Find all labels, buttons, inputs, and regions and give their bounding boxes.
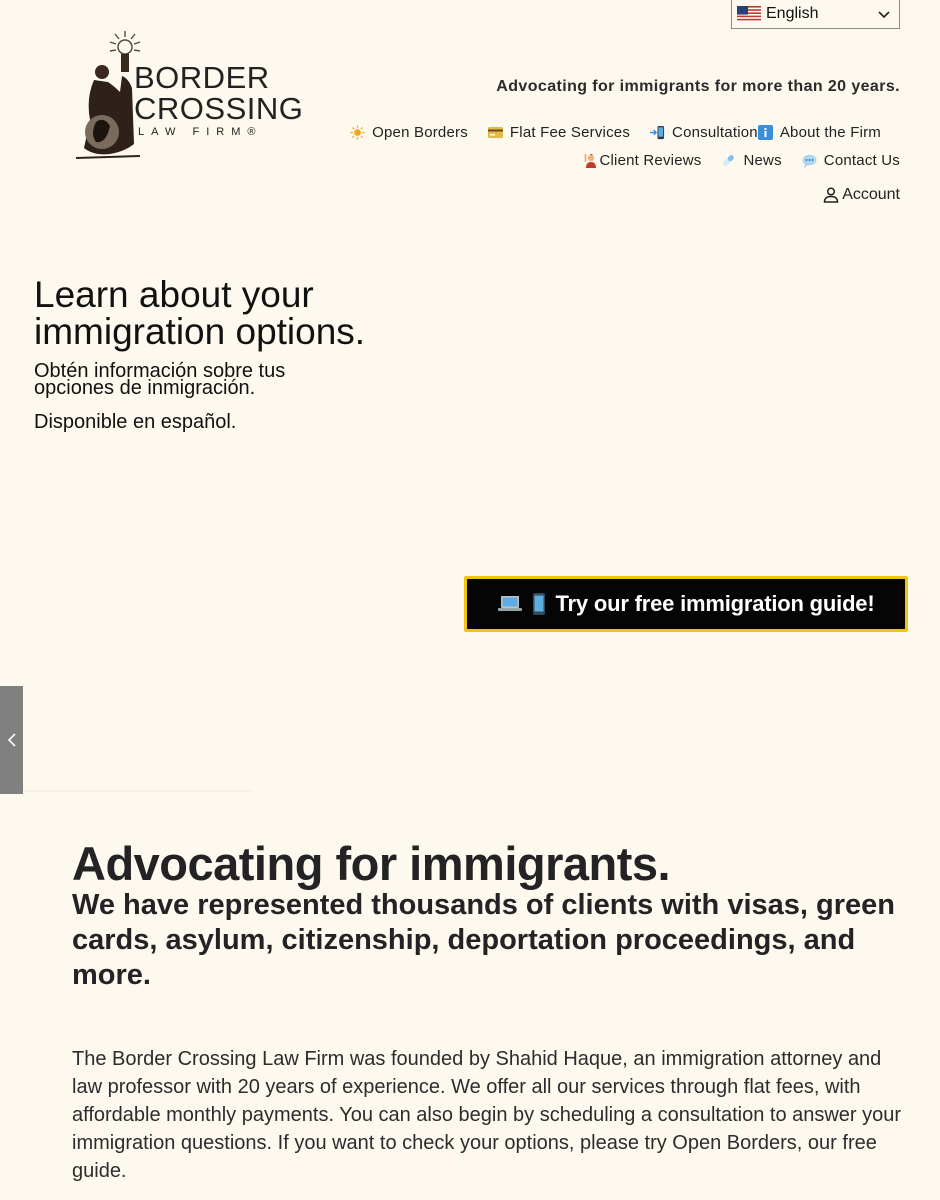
account-label: Account	[842, 186, 900, 203]
nav-item-client-reviews[interactable]	[583, 152, 701, 169]
nav-label-about-the-firm: About the Firm	[779, 124, 881, 141]
user-icon	[822, 186, 840, 204]
nav-label-client-reviews: Client Reviews	[599, 152, 702, 169]
section-body: The Border Crossing Law Firm was founded by Shahid Haque, an immigration attorney and law professor with 20 years of experience. We offer all our services through flat fees, with affordable monthly payments. You can also begin by scheduling a consultation to answer your immigration questions. If you want to check your options, please try Open Borders, our free guide.	[72, 1048, 902, 1182]
speech-bubble-icon	[802, 153, 817, 168]
main-nav-row-2	[563, 152, 900, 169]
language-select[interactable]	[731, 0, 900, 29]
us-flag-icon	[737, 6, 761, 22]
nav-item-news[interactable]	[721, 152, 781, 169]
credit-card-icon	[488, 125, 503, 140]
nav-item-about-the-firm[interactable]	[758, 124, 881, 141]
mobile-phone-icon	[532, 593, 546, 615]
nav-item-contact-us[interactable]	[802, 152, 900, 169]
free-guide-button[interactable]	[464, 576, 908, 632]
logo-line-1: BORDER	[134, 60, 270, 95]
section-subtitle: We have represented thousands of clients with visas, green cards, asylum, citizenship, deportation proceedings, and more.	[72, 889, 895, 991]
hero-subtitle-spanish: Obtén información sobre tus opciones de inmigración.	[34, 360, 286, 399]
chevron-left-icon	[7, 732, 17, 748]
chevron-down-icon	[877, 7, 891, 21]
info-icon	[758, 125, 773, 140]
nav-label-flat-fee-services: Flat Fee Services	[509, 124, 631, 141]
pill-icon	[721, 153, 736, 168]
account-link[interactable]	[822, 186, 900, 204]
nav-item-flat-fee-services[interactable]	[488, 124, 630, 141]
carousel-progress-line	[23, 790, 253, 792]
mobile-arrow-icon	[650, 125, 665, 140]
main-nav-row-1	[330, 124, 900, 141]
header-tagline: Advocating for immigrants for more than 20 years.	[496, 78, 900, 95]
free-guide-label: Try our free immigration guide!	[555, 591, 875, 616]
hero-spanish-note: Disponible en español.	[34, 411, 237, 433]
nav-label-consultation: Consultation	[672, 124, 758, 141]
logo-wordmark[interactable]	[134, 60, 304, 138]
nav-item-consultation[interactable]	[650, 124, 758, 141]
laptop-icon	[498, 594, 522, 614]
nav-item-open-borders[interactable]	[350, 124, 468, 141]
person-raising-hand-icon	[583, 153, 598, 168]
hero-title: Learn about your immigration options.	[34, 274, 366, 352]
section-title: Advocating for immigrants.	[72, 837, 671, 890]
logo-line-3: LAW FIRM®	[138, 126, 263, 138]
logo-line-2: CROSSING	[134, 91, 304, 126]
carousel-prev-button[interactable]	[0, 686, 23, 794]
nav-label-contact-us: Contact Us	[823, 152, 900, 169]
nav-label-open-borders: Open Borders	[372, 124, 468, 141]
language-label: English	[766, 5, 819, 22]
nav-label-news: News	[743, 152, 782, 169]
sun-icon	[350, 125, 365, 140]
